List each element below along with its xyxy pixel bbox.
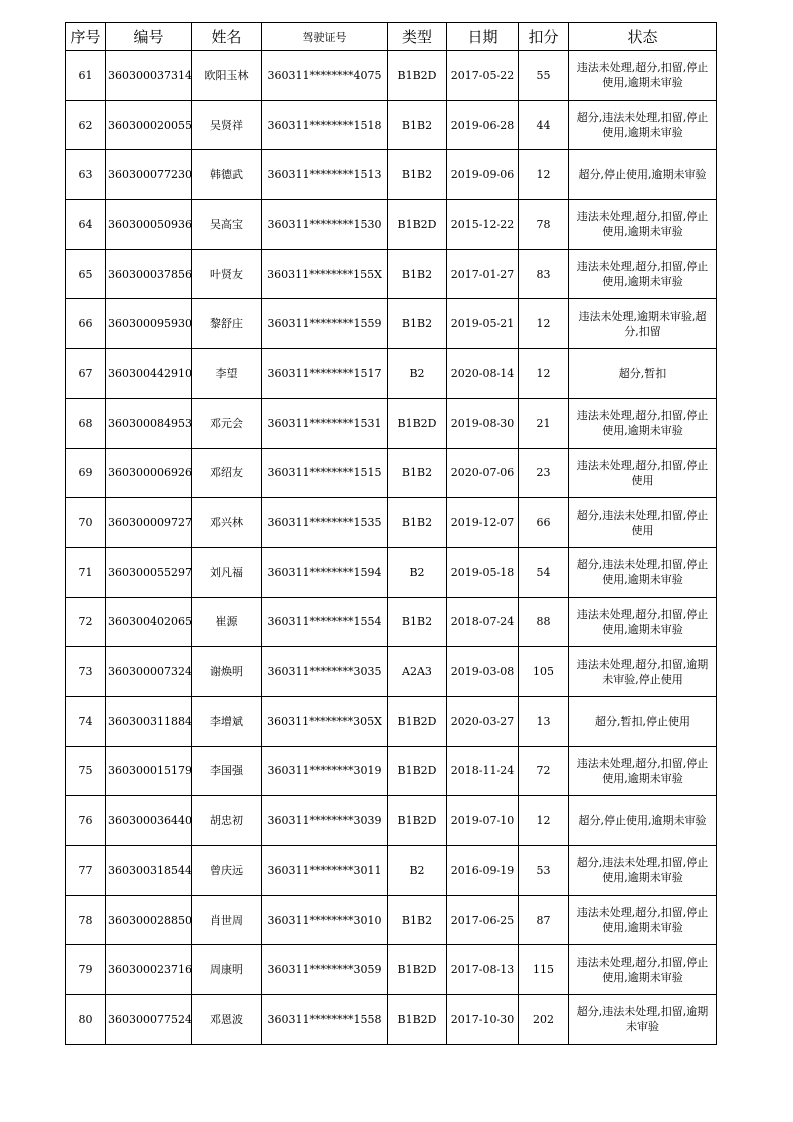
- cell-license: 360311********305X: [262, 696, 388, 746]
- cell-points: 44: [519, 100, 569, 150]
- cell-index: 62: [66, 100, 106, 150]
- cell-points: 88: [519, 597, 569, 647]
- table-row: [66, 796, 717, 846]
- cell-index: 77: [66, 846, 106, 896]
- cell-status: 违法未处理,超分,扣留,停止使用,逾期未审验: [569, 398, 717, 448]
- cell-points: 12: [519, 796, 569, 846]
- cell-points: 12: [519, 349, 569, 399]
- cell-points: 72: [519, 746, 569, 796]
- cell-code: 360300020055: [106, 100, 192, 150]
- table-row: [66, 299, 717, 349]
- cell-index: 69: [66, 448, 106, 498]
- cell-type: B1B2: [388, 299, 447, 349]
- cell-date: 2018-07-24: [447, 597, 519, 647]
- cell-date: 2019-03-08: [447, 647, 519, 697]
- cell-index: 80: [66, 995, 106, 1045]
- cell-status: 超分,违法未处理,扣留,逾期未审验: [569, 995, 717, 1045]
- table-row: [66, 597, 717, 647]
- cell-status: 违法未处理,超分,扣留,停止使用,逾期未审验: [569, 895, 717, 945]
- cell-name: 刘凡福: [192, 547, 262, 597]
- cell-code: 360300007324: [106, 647, 192, 697]
- cell-license: 360311********1513: [262, 150, 388, 200]
- table-row: [66, 349, 717, 399]
- cell-date: 2019-06-28: [447, 100, 519, 150]
- cell-license: 360311********3019: [262, 746, 388, 796]
- cell-type: B1B2: [388, 597, 447, 647]
- cell-index: 76: [66, 796, 106, 846]
- cell-license: 360311********3011: [262, 846, 388, 896]
- cell-name: 肖世周: [192, 895, 262, 945]
- table-row: [66, 746, 717, 796]
- cell-status: 违法未处理,超分,扣留,停止使用,逾期未审验: [569, 51, 717, 101]
- cell-status: 超分,违法未处理,扣留,停止使用,逾期未审验: [569, 547, 717, 597]
- cell-type: B1B2D: [388, 945, 447, 995]
- cell-status: 超分,违法未处理,扣留,停止使用,逾期未审验: [569, 846, 717, 896]
- cell-type: B1B2D: [388, 696, 447, 746]
- cell-points: 83: [519, 249, 569, 299]
- cell-name: 吴贤祥: [192, 100, 262, 150]
- cell-points: 21: [519, 398, 569, 448]
- table-row: [66, 249, 717, 299]
- cell-points: 66: [519, 498, 569, 548]
- cell-type: A2A3: [388, 647, 447, 697]
- cell-index: 67: [66, 349, 106, 399]
- cell-code: 360300006926: [106, 448, 192, 498]
- table-row: [66, 895, 717, 945]
- cell-name: 邓兴林: [192, 498, 262, 548]
- table-row: [66, 398, 717, 448]
- cell-date: 2017-10-30: [447, 995, 519, 1045]
- record-table-container: [65, 22, 717, 1045]
- cell-index: 66: [66, 299, 106, 349]
- header-row: [66, 23, 717, 51]
- cell-code: 360300318544: [106, 846, 192, 896]
- cell-points: 105: [519, 647, 569, 697]
- cell-code: 360300077230: [106, 150, 192, 200]
- cell-code: 360300055297: [106, 547, 192, 597]
- cell-date: 2017-05-22: [447, 51, 519, 101]
- cell-status: 违法未处理,超分,扣留,停止使用,逾期未审验: [569, 249, 717, 299]
- cell-type: B1B2: [388, 498, 447, 548]
- cell-code: 360300037856: [106, 249, 192, 299]
- cell-status: 违法未处理,超分,扣留,停止使用,逾期未审验: [569, 597, 717, 647]
- cell-name: 韩德武: [192, 150, 262, 200]
- cell-points: 87: [519, 895, 569, 945]
- cell-index: 73: [66, 647, 106, 697]
- cell-type: B1B2D: [388, 746, 447, 796]
- cell-index: 75: [66, 746, 106, 796]
- cell-code: 360300442910: [106, 349, 192, 399]
- cell-index: 79: [66, 945, 106, 995]
- cell-status: 违法未处理,超分,扣留,停止使用: [569, 448, 717, 498]
- table-row: [66, 100, 717, 150]
- cell-type: B2: [388, 846, 447, 896]
- cell-date: 2016-09-19: [447, 846, 519, 896]
- cell-points: 12: [519, 150, 569, 200]
- cell-index: 70: [66, 498, 106, 548]
- cell-license: 360311********1515: [262, 448, 388, 498]
- header-status: 状态: [569, 23, 717, 51]
- cell-date: 2017-08-13: [447, 945, 519, 995]
- cell-name: 邓元会: [192, 398, 262, 448]
- cell-points: 55: [519, 51, 569, 101]
- cell-date: 2019-09-06: [447, 150, 519, 200]
- cell-type: B1B2: [388, 150, 447, 200]
- cell-license: 360311********4075: [262, 51, 388, 101]
- cell-points: 12: [519, 299, 569, 349]
- cell-date: 2020-07-06: [447, 448, 519, 498]
- cell-code: 360300028850: [106, 895, 192, 945]
- cell-type: B1B2D: [388, 200, 447, 250]
- cell-license: 360311********3010: [262, 895, 388, 945]
- cell-license: 360311********1558: [262, 995, 388, 1045]
- header-points: 扣分: [519, 23, 569, 51]
- table-row: [66, 448, 717, 498]
- cell-license: 360311********1535: [262, 498, 388, 548]
- cell-name: 曾庆远: [192, 846, 262, 896]
- cell-type: B2: [388, 349, 447, 399]
- cell-points: 53: [519, 846, 569, 896]
- cell-points: 54: [519, 547, 569, 597]
- header-license: 驾驶证号: [262, 23, 388, 51]
- table-row: [66, 150, 717, 200]
- cell-type: B1B2: [388, 100, 447, 150]
- cell-index: 71: [66, 547, 106, 597]
- cell-date: 2020-08-14: [447, 349, 519, 399]
- header-name: 姓名: [192, 23, 262, 51]
- table-row: [66, 846, 717, 896]
- cell-type: B1B2D: [388, 796, 447, 846]
- cell-date: 2019-05-21: [447, 299, 519, 349]
- cell-type: B1B2: [388, 249, 447, 299]
- cell-code: 360300009727: [106, 498, 192, 548]
- cell-status: 超分,暂扣: [569, 349, 717, 399]
- cell-code: 360300036440: [106, 796, 192, 846]
- cell-code: 360300023716: [106, 945, 192, 995]
- table-row: [66, 547, 717, 597]
- cell-status: 超分,停止使用,逾期未审验: [569, 796, 717, 846]
- cell-status: 超分,暂扣,停止使用: [569, 696, 717, 746]
- cell-type: B1B2: [388, 895, 447, 945]
- cell-date: 2015-12-22: [447, 200, 519, 250]
- cell-status: 违法未处理,超分,扣留,停止使用,逾期未审验: [569, 746, 717, 796]
- cell-license: 360311********1554: [262, 597, 388, 647]
- cell-status: 违法未处理,超分,扣留,停止使用,逾期未审验: [569, 200, 717, 250]
- cell-name: 邓绍友: [192, 448, 262, 498]
- cell-code: 360300037314: [106, 51, 192, 101]
- record-table: [65, 22, 717, 1045]
- cell-name: 叶贤友: [192, 249, 262, 299]
- cell-date: 2019-12-07: [447, 498, 519, 548]
- cell-code: 360300402065: [106, 597, 192, 647]
- cell-points: 115: [519, 945, 569, 995]
- cell-date: 2019-07-10: [447, 796, 519, 846]
- cell-points: 23: [519, 448, 569, 498]
- cell-license: 360311********1531: [262, 398, 388, 448]
- cell-date: 2019-05-18: [447, 547, 519, 597]
- cell-index: 78: [66, 895, 106, 945]
- cell-name: 周康明: [192, 945, 262, 995]
- cell-code: 360300015179: [106, 746, 192, 796]
- cell-date: 2017-01-27: [447, 249, 519, 299]
- cell-points: 78: [519, 200, 569, 250]
- cell-license: 360311********1530: [262, 200, 388, 250]
- cell-name: 崔源: [192, 597, 262, 647]
- cell-code: 360300077524: [106, 995, 192, 1045]
- cell-code: 360300084953: [106, 398, 192, 448]
- table-row: [66, 51, 717, 101]
- cell-index: 74: [66, 696, 106, 746]
- cell-index: 68: [66, 398, 106, 448]
- table-row: [66, 696, 717, 746]
- cell-date: 2019-08-30: [447, 398, 519, 448]
- cell-license: 360311********3059: [262, 945, 388, 995]
- cell-index: 61: [66, 51, 106, 101]
- cell-name: 欧阳玉林: [192, 51, 262, 101]
- cell-license: 360311********3035: [262, 647, 388, 697]
- cell-index: 63: [66, 150, 106, 200]
- cell-code: 360300311884: [106, 696, 192, 746]
- table-row: [66, 647, 717, 697]
- cell-type: B1B2D: [388, 51, 447, 101]
- cell-license: 360311********3039: [262, 796, 388, 846]
- cell-name: 谢焕明: [192, 647, 262, 697]
- cell-license: 360311********1518: [262, 100, 388, 150]
- cell-date: 2018-11-24: [447, 746, 519, 796]
- table-row: [66, 995, 717, 1045]
- cell-points: 202: [519, 995, 569, 1045]
- cell-type: B1B2D: [388, 398, 447, 448]
- cell-date: 2017-06-25: [447, 895, 519, 945]
- cell-type: B2: [388, 547, 447, 597]
- cell-name: 李望: [192, 349, 262, 399]
- cell-index: 64: [66, 200, 106, 250]
- cell-status: 违法未处理,超分,扣留,停止使用,逾期未审验: [569, 945, 717, 995]
- cell-name: 李增斌: [192, 696, 262, 746]
- cell-status: 超分,违法未处理,扣留,停止使用,逾期未审验: [569, 100, 717, 150]
- header-index: 序号: [66, 23, 106, 51]
- cell-license: 360311********1559: [262, 299, 388, 349]
- cell-name: 李国强: [192, 746, 262, 796]
- cell-license: 360311********155X: [262, 249, 388, 299]
- cell-date: 2020-03-27: [447, 696, 519, 746]
- cell-name: 胡忠初: [192, 796, 262, 846]
- cell-type: B1B2: [388, 448, 447, 498]
- cell-status: 超分,停止使用,逾期未审验: [569, 150, 717, 200]
- header-type: 类型: [388, 23, 447, 51]
- cell-status: 违法未处理,逾期未审验,超分,扣留: [569, 299, 717, 349]
- cell-type: B1B2D: [388, 995, 447, 1045]
- table-row: [66, 498, 717, 548]
- header-code: 编号: [106, 23, 192, 51]
- header-date: 日期: [447, 23, 519, 51]
- cell-code: 360300050936: [106, 200, 192, 250]
- cell-index: 65: [66, 249, 106, 299]
- cell-license: 360311********1517: [262, 349, 388, 399]
- table-row: [66, 200, 717, 250]
- cell-status: 违法未处理,超分,扣留,逾期未审验,停止使用: [569, 647, 717, 697]
- cell-name: 黎舒庄: [192, 299, 262, 349]
- cell-index: 72: [66, 597, 106, 647]
- cell-license: 360311********1594: [262, 547, 388, 597]
- table-row: [66, 945, 717, 995]
- cell-status: 超分,违法未处理,扣留,停止使用: [569, 498, 717, 548]
- cell-code: 360300095930: [106, 299, 192, 349]
- cell-points: 13: [519, 696, 569, 746]
- cell-name: 邓恩波: [192, 995, 262, 1045]
- cell-name: 吴高宝: [192, 200, 262, 250]
